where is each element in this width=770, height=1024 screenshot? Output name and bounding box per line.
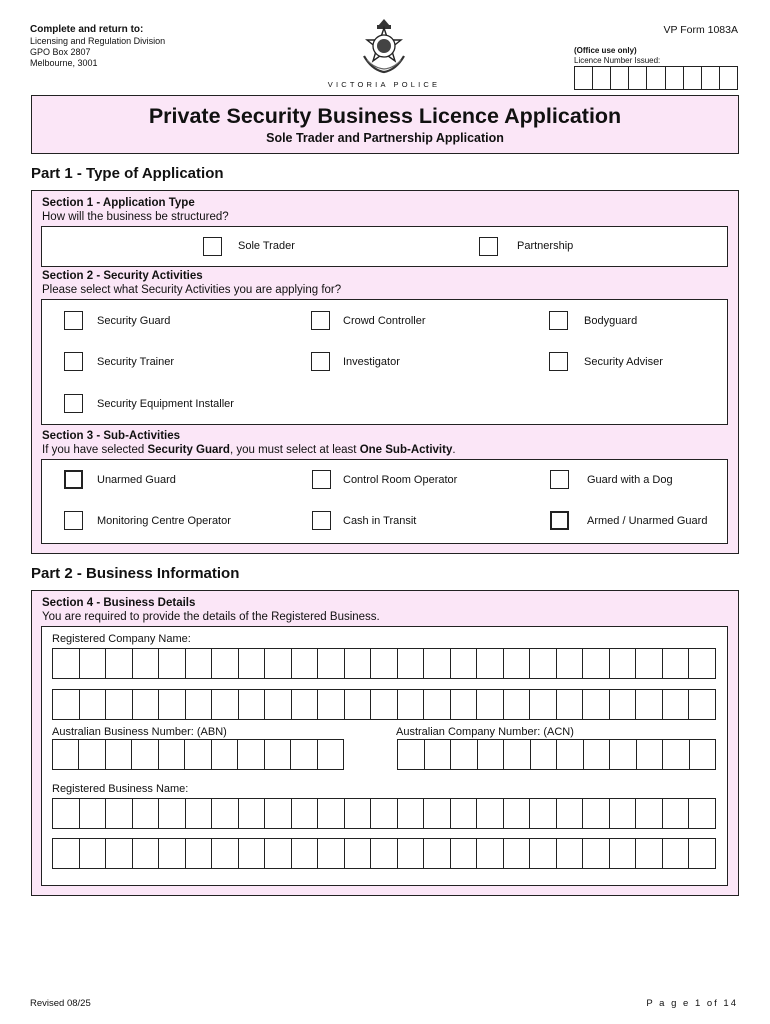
control-room-operator-label: Control Room Operator bbox=[343, 474, 458, 486]
company-name-field-line-2[interactable] bbox=[52, 689, 716, 720]
sole-trader-label: Sole Trader bbox=[238, 240, 295, 252]
licence-number-label: Licence Number Issued: bbox=[574, 56, 661, 65]
victoria-police-crest-icon bbox=[358, 16, 410, 78]
armed-unarmed-guard-checkbox[interactable] bbox=[550, 511, 569, 530]
security-guard-label: Security Guard bbox=[97, 315, 171, 327]
crowd-controller-label: Crowd Controller bbox=[343, 315, 426, 327]
acn-label: Australian Company Number: (ACN) bbox=[396, 726, 574, 738]
security-trainer-checkbox[interactable] bbox=[64, 352, 83, 371]
section-3-heading: Section 3 - Sub-Activities bbox=[42, 430, 181, 442]
title-box bbox=[31, 95, 739, 154]
security-equipment-installer-label: Security Equipment Installer bbox=[97, 398, 234, 410]
monitoring-centre-operator-label: Monitoring Centre Operator bbox=[97, 515, 231, 527]
abn-field[interactable] bbox=[52, 739, 344, 770]
business-name-label: Registered Business Name: bbox=[52, 783, 189, 795]
cash-in-transit-checkbox[interactable] bbox=[312, 511, 331, 530]
licence-number-field[interactable] bbox=[574, 66, 738, 90]
address-line-1: Licensing and Regulation Division bbox=[30, 36, 166, 46]
bodyguard-label: Bodyguard bbox=[584, 315, 638, 327]
section-4-heading: Section 4 - Business Details bbox=[42, 597, 196, 609]
company-name-label: Registered Company Name: bbox=[52, 633, 191, 645]
office-use-label: (Office use only) bbox=[574, 46, 637, 55]
section-2-question: Please select what Security Activities you are applying for? bbox=[42, 284, 342, 296]
investigator-label: Investigator bbox=[343, 356, 400, 368]
control-room-operator-checkbox[interactable] bbox=[312, 470, 331, 489]
revised-date: Revised 08/25 bbox=[30, 998, 91, 1009]
crowd-controller-checkbox[interactable] bbox=[311, 311, 330, 330]
part-1-heading: Part 1 - Type of Application bbox=[31, 165, 224, 182]
section-1-question: How will the business be structured? bbox=[42, 211, 229, 223]
unarmed-guard-label: Unarmed Guard bbox=[97, 474, 176, 486]
part-2-heading: Part 2 - Business Information bbox=[31, 565, 240, 582]
monitoring-centre-operator-checkbox[interactable] bbox=[64, 511, 83, 530]
abn-label: Australian Business Number: (ABN) bbox=[52, 726, 227, 738]
company-name-field-line-1[interactable] bbox=[52, 648, 716, 679]
crest-caption: VICTORIA POLICE bbox=[327, 80, 441, 89]
return-title: Complete and return to: bbox=[30, 24, 144, 35]
address-line-3: Melbourne, 3001 bbox=[30, 58, 98, 68]
security-adviser-label: Security Adviser bbox=[584, 356, 663, 368]
cash-in-transit-label: Cash in Transit bbox=[343, 515, 417, 527]
security-guard-checkbox[interactable] bbox=[64, 311, 83, 330]
form-subtitle: Sole Trader and Partnership Application bbox=[266, 131, 504, 145]
section-2-heading: Section 2 - Security Activities bbox=[42, 270, 203, 282]
partnership-checkbox[interactable] bbox=[479, 237, 498, 256]
guard-with-a-dog-checkbox[interactable] bbox=[550, 470, 569, 489]
acn-field[interactable] bbox=[397, 739, 716, 770]
security-equipment-installer-checkbox[interactable] bbox=[64, 394, 83, 413]
partnership-label: Partnership bbox=[517, 240, 574, 252]
security-trainer-label: Security Trainer bbox=[97, 356, 175, 368]
page-number: P a g e 1 of 14 bbox=[646, 998, 738, 1009]
bodyguard-checkbox[interactable] bbox=[549, 311, 568, 330]
address-line-2: GPO Box 2807 bbox=[30, 47, 91, 57]
sole-trader-checkbox[interactable] bbox=[203, 237, 222, 256]
unarmed-guard-checkbox[interactable] bbox=[64, 470, 83, 489]
sub-activities-box bbox=[41, 459, 728, 544]
form-number: VP Form 1083A bbox=[663, 24, 738, 36]
business-name-field-line-1[interactable] bbox=[52, 798, 716, 829]
section-3-question: If you have selected Security Guard, you must select at least One Sub-Activity. bbox=[42, 444, 456, 456]
return-address bbox=[30, 24, 165, 69]
investigator-checkbox[interactable] bbox=[311, 352, 330, 371]
form-title: Private Security Business Licence Application bbox=[148, 104, 622, 128]
section-1-heading: Section 1 - Application Type bbox=[42, 197, 195, 209]
application-type-box bbox=[41, 226, 728, 267]
security-adviser-checkbox[interactable] bbox=[549, 352, 568, 371]
armed-unarmed-guard-label: Armed / Unarmed Guard bbox=[587, 515, 708, 527]
guard-with-a-dog-label: Guard with a Dog bbox=[587, 474, 673, 486]
business-name-field-line-2[interactable] bbox=[52, 838, 716, 869]
section-4-question: You are required to provide the details of the Registered Business. bbox=[42, 611, 380, 623]
